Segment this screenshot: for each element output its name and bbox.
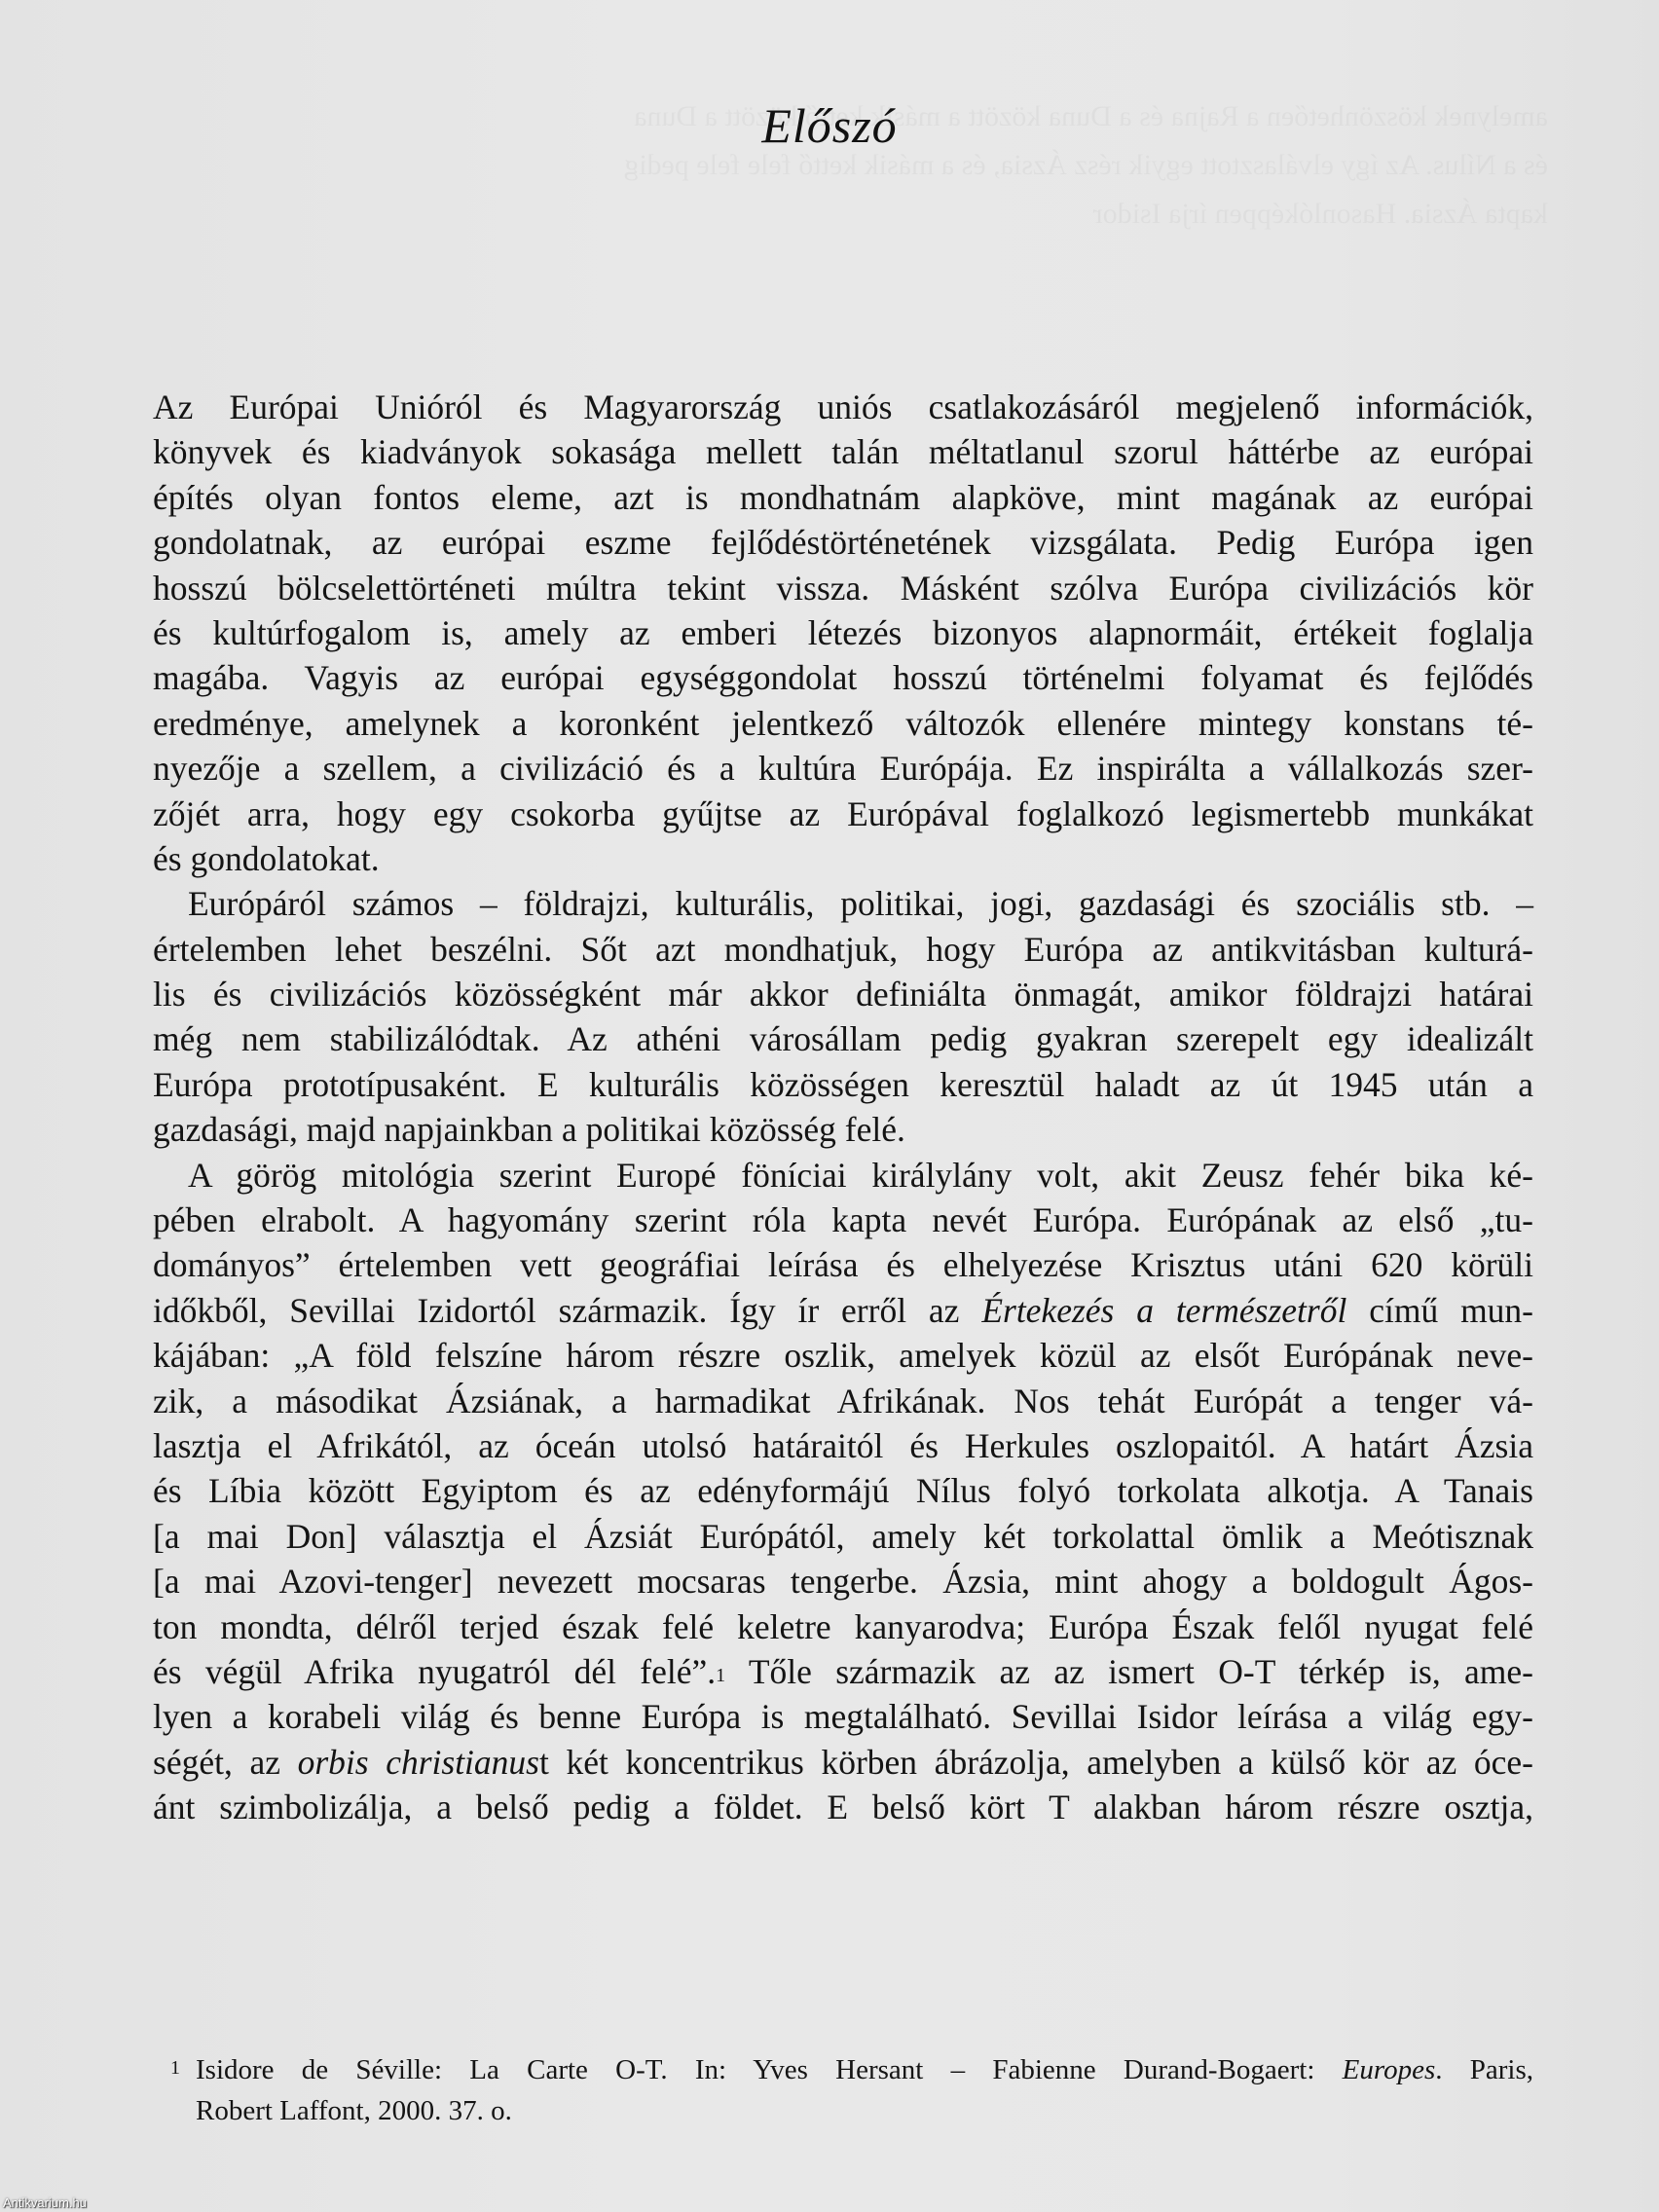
page-title: Előszó bbox=[761, 98, 898, 153]
text-line: [a mai Don] választja el Ázsiát Európától, amely két torkolattal ömlik a Meótisznak bbox=[153, 1516, 1533, 1556]
text-line: és kultúrfogalom is, amely az emberi létezés bizonyos alapnormáit, értékeit foglalja bbox=[153, 612, 1533, 652]
text-line: ánt szimbolizálja, a belső pedig a földet. E belső kört T alakban három részre osztja, bbox=[153, 1788, 1533, 1827]
footnote-marker: 1 bbox=[170, 2057, 180, 2079]
text-line: zik, a másodikat Ázsiának, a harmadikat Afrikának. Nos tehát Európát a tenger vá- bbox=[153, 1381, 1533, 1420]
footnote-line: Isidore de Séville: La Carte O-T. In: Yves Hersant – Fabienne Durand-Bogaert: Europes. Paris, bbox=[196, 2054, 1534, 2085]
text-line: magába. Vagyis az európai egységgondolat hosszú történelmi folyamat és fejlődés bbox=[153, 658, 1533, 698]
watermark: Antikvarium.hu bbox=[3, 2195, 87, 2210]
text-line: pében elrabolt. A hagyomány szerint róla kapta nevét Európa. Európának az első „tu- bbox=[153, 1200, 1533, 1240]
text-line: dományos” értelemben vett geográfiai leírása és elhelyezése Krisztus utáni 620 körüli bbox=[153, 1245, 1533, 1285]
italic-title: Europes bbox=[1342, 2054, 1436, 2085]
text-line: kájában: „A föld felszíne három részre oszlik, amelyek közül az elsőt Európának neve- bbox=[153, 1336, 1533, 1376]
text-line: hosszú bölcselettörténeti múltra tekint vissza. Másként szólva Európa civilizációs kör bbox=[153, 568, 1533, 608]
paragraph bbox=[153, 1153, 1533, 1830]
text-line: A görög mitológia szerint Europé föníciai királylány volt, akit Zeusz fehér bika ké- bbox=[188, 1155, 1533, 1195]
text-line: nyezője a szellem, a civilizáció és a kultúra Európája. Ez inspirálta a vállalkozás szer- bbox=[153, 749, 1533, 789]
text-line: könyvek és kiadványok sokasága mellett talán méltatlanul szorul háttérbe az európai bbox=[153, 432, 1533, 472]
text-line: Európáról számos – földrajzi, kulturális, politikai, jogi, gazdasági és szociális stb. – bbox=[188, 884, 1533, 924]
text-line: Az Európai Unióról és Magyarország uniós csatlakozásáról megjelenő információk, bbox=[153, 387, 1533, 426]
text-line: értelemben lehet beszélni. Sőt azt mondhatjuk, hogy Európa az antikvitásban kulturá- bbox=[153, 929, 1533, 969]
text-line: [a mai Azovi-tenger] nevezett mocsaras tengerbe. Ázsia, mint ahogy a boldogult Ágos- bbox=[153, 1562, 1533, 1602]
italic-title: Értekezés a természetről bbox=[981, 1290, 1347, 1330]
footnote-reference[interactable]: 1 bbox=[716, 1664, 726, 1686]
text-line: Európa prototípusaként. E kulturális közösségen keresztül haladt az út 1945 után a bbox=[153, 1064, 1533, 1104]
text-line: gondolatnak, az európai eszme fejlődéstörténetének vizsgálata. Pedig Európa igen bbox=[153, 523, 1533, 563]
text-line: lis és civilizációs közösségként már akkor definiálta önmagát, amikor földrajzi határai bbox=[153, 975, 1533, 1014]
italic-title: orbis christianus bbox=[297, 1742, 539, 1782]
text-line: lasztja el Afrikától, az óceán utolsó határaitól és Herkules oszlopaitól. A határt Ázsia bbox=[153, 1425, 1533, 1465]
text-line: és végül Afrika nyugatról dél felé”.$^1$ Tőle származik az az ismert O-T térkép is, ame- bbox=[153, 1651, 1534, 1691]
text-line: építés olyan fontos eleme, azt is mondhatnám alapköve, mint magának az európai bbox=[153, 477, 1533, 517]
text-line: eredménye, amelynek a koronként jelentkező változók ellenére mintegy konstans té- bbox=[153, 703, 1533, 743]
body-text bbox=[153, 385, 1533, 1830]
text-line: ségét, az orbis christianust két koncentrikus körben ábrázolja, amelyben a külső kör az óce- bbox=[153, 1742, 1533, 1782]
text-line: időkből, Sevillai Izidortól származik. Így ír erről az Értekezés a természetről című mun- bbox=[153, 1290, 1534, 1330]
text-line: és Líbia között Egyiptom és az edényformájú Nílus folyó torkolata alkotja. A Tanais bbox=[153, 1471, 1533, 1511]
footnote-section bbox=[170, 2049, 1533, 2131]
text-line: még nem stabilizálódtak. Az athéni városállam pedig gyakran szerepelt egy idealizált bbox=[153, 1019, 1533, 1059]
text-line: zőjét arra, hogy egy csokorba gyűjtse az Európával foglalkozó legismertebb munkákat bbox=[153, 793, 1533, 833]
text-line: lyen a korabeli világ és benne Európa is megtalálható. Sevillai Isidor leírása a világ egy- bbox=[153, 1697, 1533, 1737]
footnote bbox=[170, 2049, 1533, 2131]
paragraph bbox=[153, 881, 1533, 1152]
text-line: gazdasági, majd napjainkban a politikai közösség felé. bbox=[153, 1110, 905, 1150]
footnote-line: Robert Laffont, 2000. 37. o. bbox=[196, 2095, 512, 2126]
paragraph bbox=[153, 385, 1533, 881]
bleed-through-line bbox=[107, 190, 1548, 239]
text-line: ton mondta, délről terjed észak felé keletre kanyarodva; Európa Észak felől nyugat felé bbox=[153, 1606, 1533, 1646]
text-line: és gondolatokat. bbox=[153, 838, 380, 878]
